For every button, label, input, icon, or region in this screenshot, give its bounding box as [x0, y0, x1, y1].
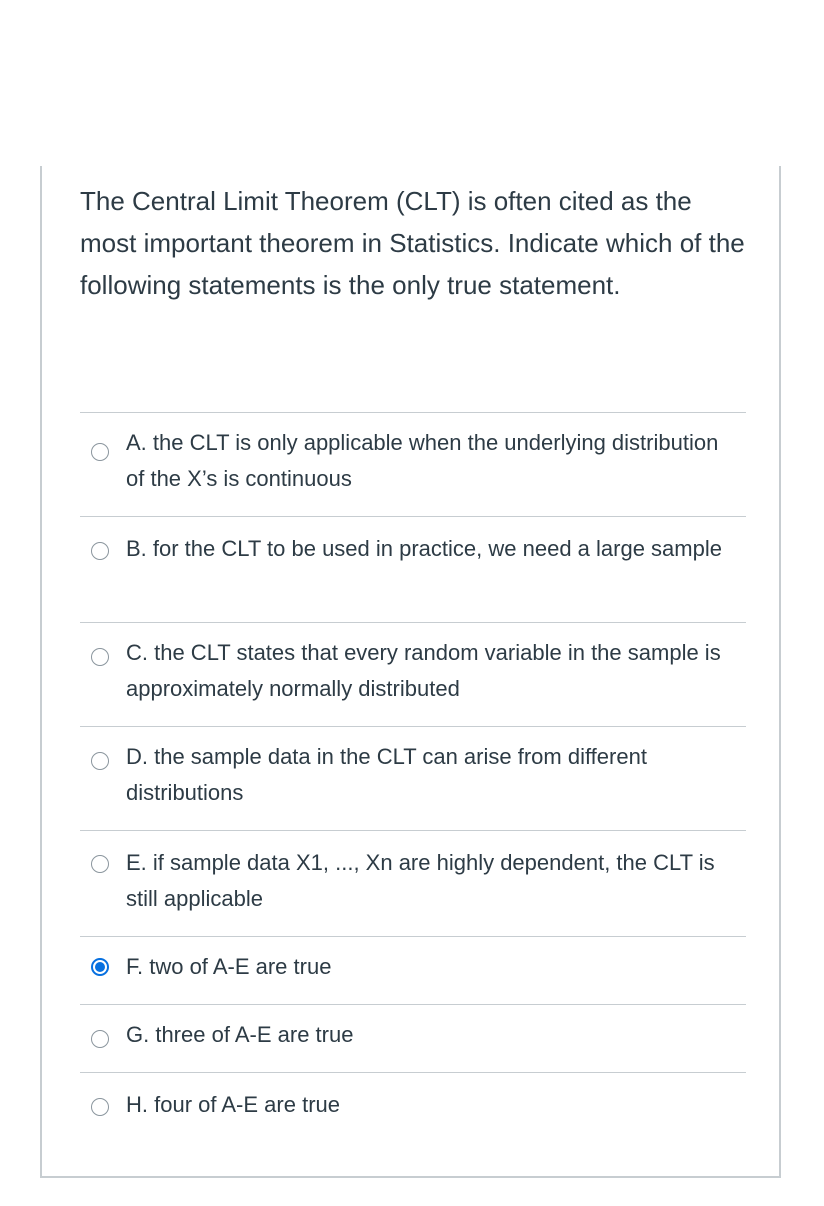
radio-button-c[interactable]	[91, 648, 109, 666]
answer-label-e: E. if sample data X1, ..., Xn are highly dependent, the CLT is still applicable	[126, 850, 715, 911]
answer-option-e[interactable]	[80, 830, 746, 936]
answer-label-c: C. the CLT states that every random variable in the sample is approximately normally distributed	[126, 640, 721, 701]
answer-label-d: D. the sample data in the CLT can arise from different distributions	[126, 744, 647, 805]
answer-label-b: B. for the CLT to be used in practice, we need a large sample	[126, 536, 722, 561]
radio-button-a[interactable]	[91, 443, 109, 461]
radio-button-h[interactable]	[91, 1098, 109, 1116]
answer-label-h: H. four of A-E are true	[126, 1092, 340, 1117]
answer-option-f[interactable]	[80, 936, 746, 1004]
question-card	[40, 166, 781, 1178]
answer-option-c[interactable]	[80, 622, 746, 726]
radio-button-d[interactable]	[91, 752, 109, 770]
answer-label-a: A. the CLT is only applicable when the underlying distribution of the X’s is continuous	[126, 430, 719, 491]
radio-button-b[interactable]	[91, 542, 109, 560]
radio-button-f[interactable]	[91, 958, 109, 976]
answer-option-g[interactable]	[80, 1004, 746, 1072]
answer-option-b[interactable]	[80, 516, 746, 622]
answer-list	[80, 412, 746, 1142]
answer-option-d[interactable]	[80, 726, 746, 830]
answer-label-f: F. two of A-E are true	[126, 954, 332, 979]
answer-label-g: G. three of A-E are true	[126, 1022, 354, 1047]
question-text: The Central Limit Theorem (CLT) is often cited as the most important theorem in Statistics. Indicate which of the following statements is the only true statement.	[80, 186, 745, 300]
answer-option-h[interactable]	[80, 1072, 746, 1142]
radio-button-e[interactable]	[91, 855, 109, 873]
answer-option-a[interactable]	[80, 412, 746, 516]
radio-button-g[interactable]	[91, 1030, 109, 1048]
